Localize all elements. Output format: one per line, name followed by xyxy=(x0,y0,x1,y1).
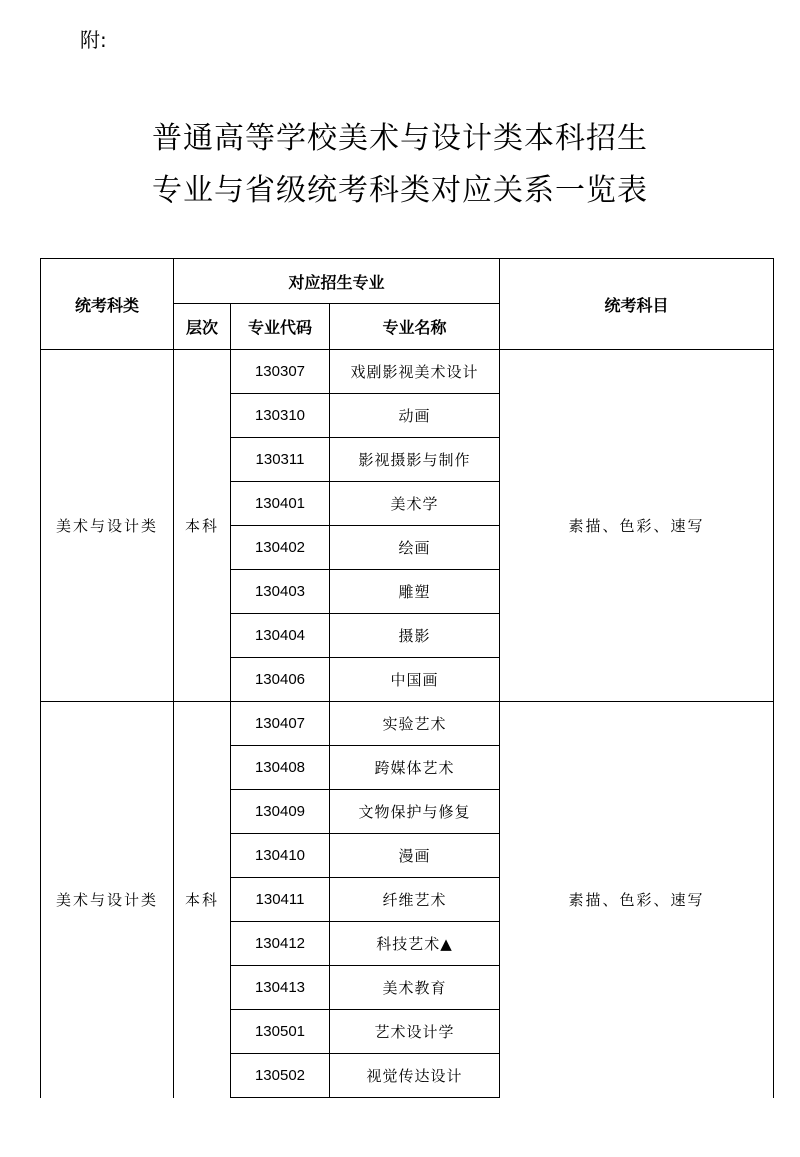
major-code-cell: 130310 xyxy=(231,394,330,438)
major-code-cell: 130406 xyxy=(231,658,330,702)
table-row xyxy=(41,350,774,394)
major-code-cell: 130307 xyxy=(231,350,330,394)
table-row xyxy=(41,702,774,746)
major-name-cell: 文物保护与修复 xyxy=(330,790,500,834)
major-code-cell: 130402 xyxy=(231,526,330,570)
major-name-cell: 影视摄影与制作 xyxy=(330,438,500,482)
major-code-cell: 130502 xyxy=(231,1054,330,1098)
major-name-cell: 美术学 xyxy=(330,482,500,526)
level-cell: 本科 xyxy=(174,350,231,702)
major-name-cell: 戏剧影视美术设计 xyxy=(330,350,500,394)
attachment-label: 附: xyxy=(80,28,107,52)
major-name-cell: 美术教育 xyxy=(330,966,500,1010)
major-name-cell: 纤维艺术 xyxy=(330,878,500,922)
major-code-cell: 130408 xyxy=(231,746,330,790)
document-title-line-1: 普通高等学校美术与设计类本科招生 xyxy=(152,121,648,156)
major-code-cell: 130412 xyxy=(231,922,330,966)
major-code-cell: 130501 xyxy=(231,1010,330,1054)
header-category: 统考科类 xyxy=(41,259,174,350)
major-code-cell: 130407 xyxy=(231,702,330,746)
major-code-cell: 130413 xyxy=(231,966,330,1010)
subjects-cell: 素描、色彩、速写 xyxy=(500,702,774,1098)
table-header-row xyxy=(41,259,774,304)
major-name-cell: 绘画 xyxy=(330,526,500,570)
category-cell: 美术与设计类 xyxy=(41,350,174,702)
major-code-cell: 130311 xyxy=(231,438,330,482)
document-title-line-2: 专业与省级统考科类对应关系一览表 xyxy=(152,173,648,208)
major-name-cell: 摄影 xyxy=(330,614,500,658)
major-code-cell: 130401 xyxy=(231,482,330,526)
major-name-cell: 视觉传达设计 xyxy=(330,1054,500,1098)
category-cell: 美术与设计类 xyxy=(41,702,174,1098)
major-name-cell: 中国画 xyxy=(330,658,500,702)
header-name: 专业名称 xyxy=(330,304,500,350)
major-name-cell: 雕塑 xyxy=(330,570,500,614)
major-name-cell: 跨媒体艺术 xyxy=(330,746,500,790)
major-name-cell: 漫画 xyxy=(330,834,500,878)
major-name-cell: 艺术设计学 xyxy=(330,1010,500,1054)
level-cell: 本科 xyxy=(174,702,231,1098)
header-major-group: 对应招生专业 xyxy=(174,259,500,304)
subjects-cell: 素描、色彩、速写 xyxy=(500,350,774,702)
major-code-cell: 130404 xyxy=(231,614,330,658)
major-name-cell: 科技艺术▲ xyxy=(330,922,500,966)
major-name-cell: 实验艺术 xyxy=(330,702,500,746)
major-code-cell: 130409 xyxy=(231,790,330,834)
header-code: 专业代码 xyxy=(231,304,330,350)
major-code-cell: 130403 xyxy=(231,570,330,614)
major-mapping-table xyxy=(40,258,774,1098)
header-level: 层次 xyxy=(174,304,231,350)
major-name-cell: 动画 xyxy=(330,394,500,438)
major-code-cell: 130410 xyxy=(231,834,330,878)
header-subjects: 统考科目 xyxy=(500,259,774,350)
major-code-cell: 130411 xyxy=(231,878,330,922)
